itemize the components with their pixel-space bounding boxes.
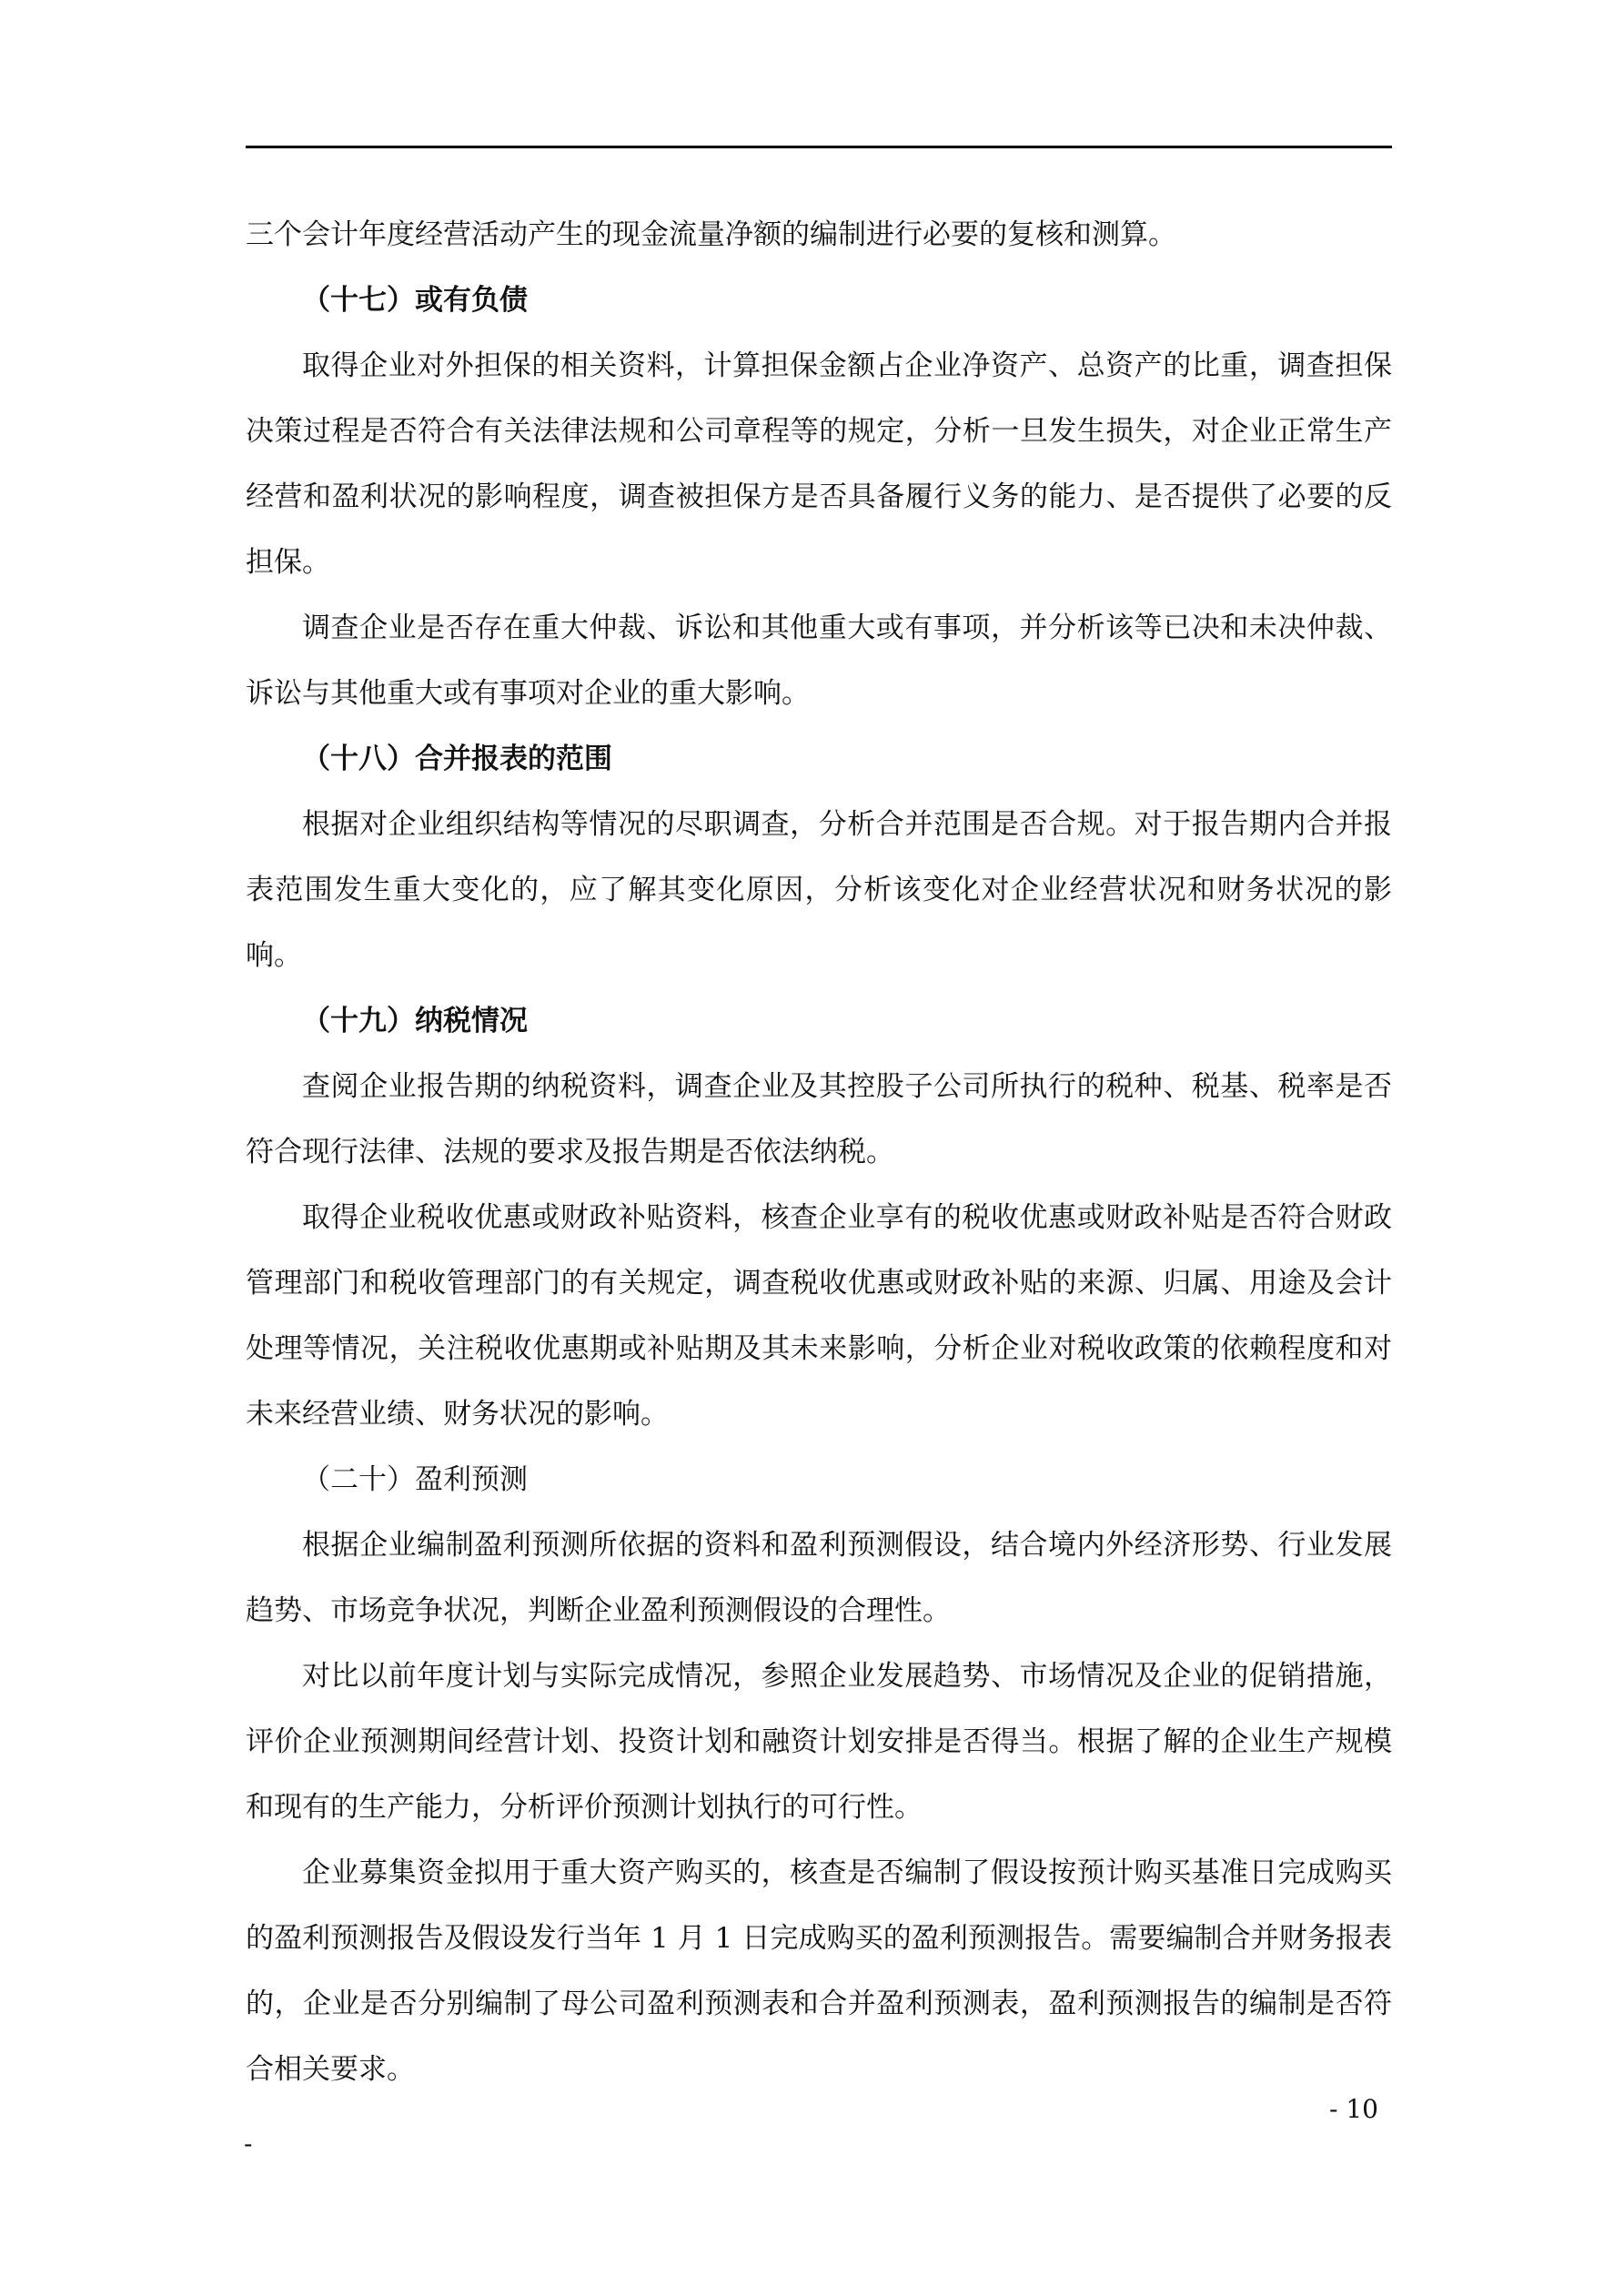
paragraph-forecast-assumptions: 根据企业编制盈利预测所依据的资料和盈利预测假设，结合境内外经济形势、行业发展趋势、市场竞争状况，判断企业盈利预测假设的合理性。 bbox=[246, 1529, 1392, 1627]
section-heading-consolidation-scope: （十八）合并报表的范围 bbox=[302, 743, 612, 775]
paragraph-asset-purchase: 企业募集资金拟用于重大资产购买的，核查是否编制了假设按预计购买基准日完成购买的盈利预测报告及假设发行当年 1 月 1 日完成购买的盈利预测报告。需要编制合并财务报表的，企业是否分别编制了母公司盈利预测表和合并盈利预测表，盈利预测报告的编制是否符合相关要求。 bbox=[246, 1856, 1392, 2086]
paragraph-continued: 三个会计年度经营活动产生的现金流量净额的编制进行必要的复核和测算。 bbox=[246, 218, 1176, 251]
document-body bbox=[246, 202, 1392, 2102]
section-heading-tax: （十九）纳税情况 bbox=[302, 1005, 528, 1037]
paragraph-litigation: 调查企业是否存在重大仲裁、诉讼和其他重大或有事项，并分析该等已决和未决仲裁、诉讼与其他重大或有事项对企业的重大影响。 bbox=[246, 612, 1392, 710]
paragraph-forecast-plans: 对比以前年度计划与实际完成情况，参照企业发展趋势、市场情况及企业的促销措施，评价企业预测期间经营计划、投资计划和融资计划安排是否得当。根据了解的企业生产规模和现有的生产能力，分析评价预测计划执行的可行性。 bbox=[246, 1660, 1392, 1824]
header-rule bbox=[246, 146, 1392, 148]
footer-mark: - bbox=[244, 2129, 253, 2159]
page-number: - 10 bbox=[1329, 2094, 1378, 2124]
paragraph-guarantee: 取得企业对外担保的相关资料，计算担保金额占企业净资产、总资产的比重，调查担保决策过程是否符合有关法律法规和公司章程等的规定，分析一旦发生损失，对企业正常生产经营和盈利状况的影响程度，调查被担保方是否具备履行义务的能力、是否提供了必要的反担保。 bbox=[246, 349, 1392, 579]
paragraph-tax-incentives: 取得企业税收优惠或财政补贴资料，核查企业享有的税收优惠或财政补贴是否符合财政管理部门和税收管理部门的有关规定，调查税收优惠或财政补贴的来源、归属、用途及会计处理等情况，关注税收优惠期或补贴期及其未来影响，分析企业对税收政策的依赖程度和对未来经营业绩、财务状况的影响。 bbox=[246, 1201, 1392, 1431]
paragraph-tax-review: 查阅企业报告期的纳税资料，调查企业及其控股子公司所执行的税种、税基、税率是否符合现行法律、法规的要求及报告期是否依法纳税。 bbox=[246, 1070, 1392, 1168]
section-heading-profit-forecast: （二十）盈利预测 bbox=[302, 1463, 528, 1496]
section-heading-contingent-liabilities: （十七）或有负债 bbox=[302, 284, 528, 317]
paragraph-consolidation: 根据对企业组织结构等情况的尽职调查，分析合并范围是否合规。对于报告期内合并报表范围发生重大变化的，应了解其变化原因，分析该变化对企业经营状况和财务状况的影响。 bbox=[246, 808, 1392, 972]
